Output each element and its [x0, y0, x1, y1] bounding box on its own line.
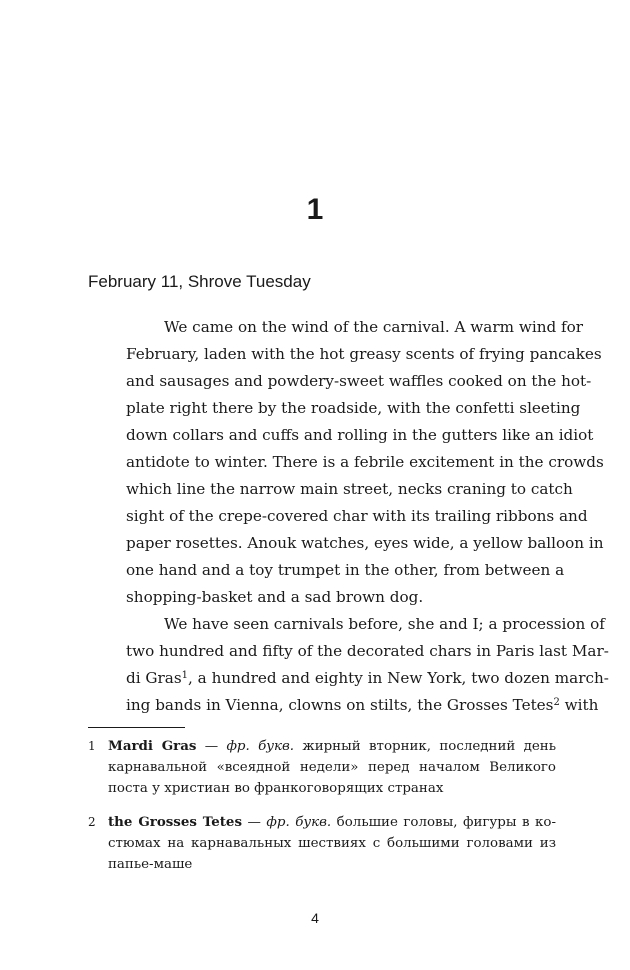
text-line: plate right there by the roadside, with the confetti sleeting [126, 399, 581, 417]
text-line: antidote to winter. There is a febrile excitement in the crowds [126, 453, 604, 471]
paragraph-2 [88, 611, 609, 719]
footnote-line: карнавальной «всеядной недели» перед началом Великого [108, 760, 556, 775]
footnote-dash: — [242, 815, 267, 830]
text-line: shopping-basket and a sad brown dog. [126, 588, 424, 606]
footnote-marker: 2 [88, 815, 96, 829]
entry-date: February 11, Shrove Tuesday [88, 272, 311, 291]
footnote-text: жирный вторник, последний день [294, 739, 556, 754]
text-line: down collars and cuffs and rolling in the gutters like an idiot [126, 426, 594, 444]
text-line: paper rosettes. Anouk watches, eyes wide, a yellow balloon in [126, 534, 604, 552]
footnote-divider [88, 727, 185, 728]
footnote-dash: — [196, 739, 227, 754]
text-line: which line the narrow main street, necks craning to catch [126, 480, 573, 498]
footnote-1 [88, 736, 556, 799]
chapter-number: 1 [306, 193, 324, 226]
footnote-marker: 1 [88, 739, 96, 753]
text-line-with-footnote [88, 665, 609, 692]
page-number: 4 [311, 910, 319, 926]
text-line: one hand and a toy trumpet in the other, from between a [126, 561, 565, 579]
body-text [88, 314, 609, 719]
text-fragment: ing bands in Vienna, clowns on stilts, the Grosses Tetes [126, 696, 554, 714]
text-line: We came on the wind of the carnival. A warm wind for [164, 318, 584, 336]
footnotes [88, 736, 556, 888]
footnote-line [108, 736, 556, 757]
text-fragment: with [559, 696, 599, 714]
footnote-term: Mardi Gras [108, 738, 197, 754]
footnote-text: большие головы, фигуры в ко- [331, 815, 557, 830]
footnote-term: the Grosses Tetes [108, 814, 242, 830]
footnote-line: папье-маше [108, 857, 193, 872]
text-line-with-footnote [88, 692, 599, 719]
text-fragment: di Gras [126, 669, 182, 687]
footnote-abbr: фр. букв. [226, 739, 295, 754]
text-fragment: , a hundred and eighty in New York, two dozen march- [188, 669, 609, 687]
text-line: We have seen carnivals before, she and I; a procession of [164, 615, 605, 633]
text-line: sight of the crepe-covered char with its trailing ribbons and [126, 507, 588, 525]
footnote-abbr: фр. букв. [266, 815, 332, 830]
footnote-2 [88, 812, 556, 875]
footnote-ref-2[interactable]: 2 [553, 697, 560, 708]
text-line: two hundred and fifty of the decorated chars in Paris last Mar- [126, 642, 609, 660]
footnote-line: стюмах на карнавальных шествиях с большими головами из [108, 836, 556, 851]
text-line: and sausages and powdery-sweet waffles cooked on the hot- [126, 372, 592, 390]
paragraph-1 [88, 314, 604, 611]
footnote-line [108, 812, 556, 833]
footnote-ref-1[interactable]: 1 [181, 670, 189, 681]
footnote-line: поста у христиан во франкоговорящих странах [108, 781, 444, 796]
text-line: February, laden with the hot greasy scents of frying pancakes [126, 345, 602, 363]
